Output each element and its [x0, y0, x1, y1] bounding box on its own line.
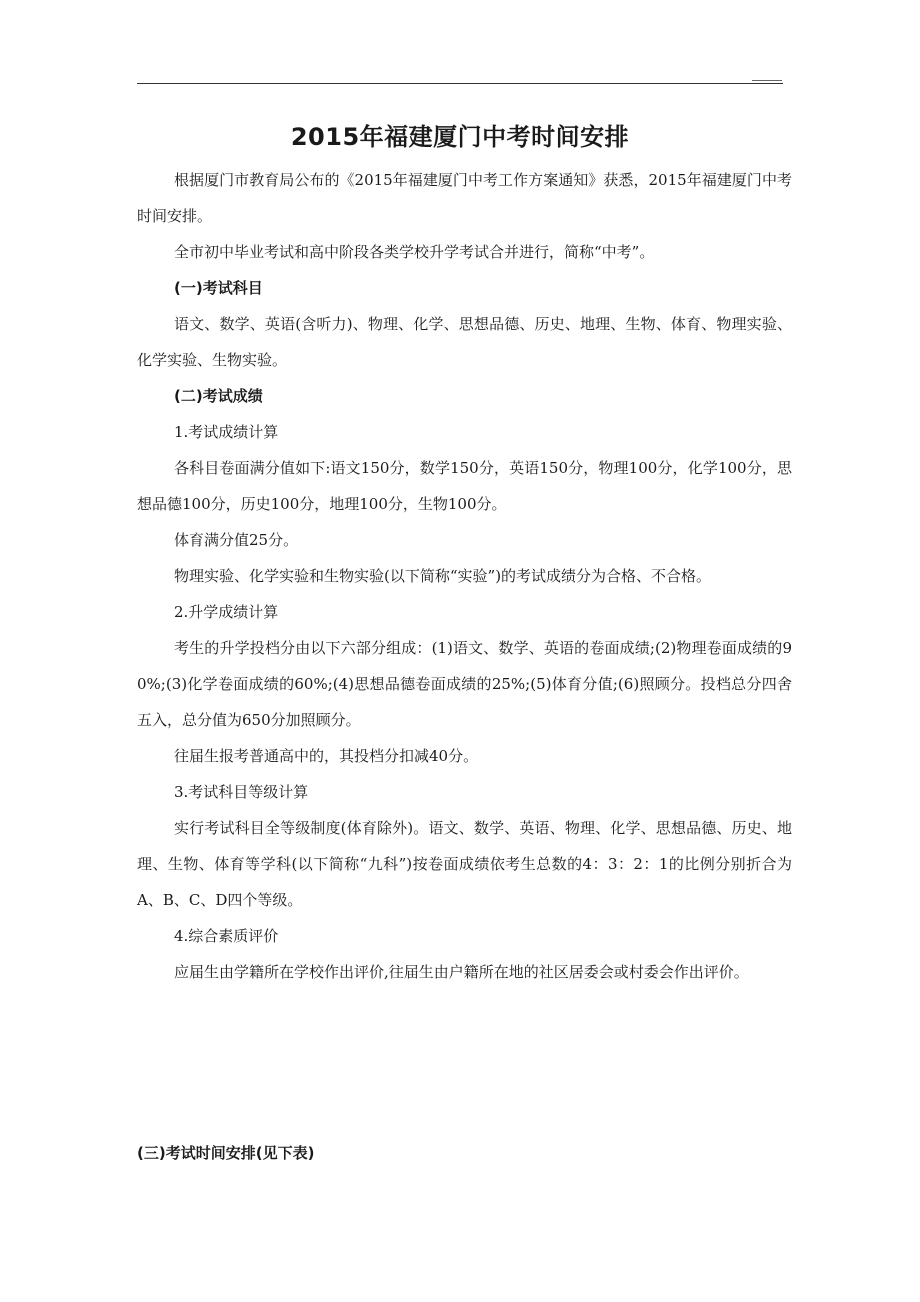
subsection-heading-evaluation: 4.综合素质评价	[174, 927, 279, 945]
intro-paragraph-2: 全市初中毕业考试和高中阶段各类学校升学考试合并进行，简称“中考”。	[174, 243, 655, 261]
admission-score-paragraph: 考生的升学投档分由以下六部分组成：(1)语文、数学、英语的卷面成绩;(2)物理卷面成绩的90%;(3)化学卷面成绩的60%;(4)思想品德卷面成绩的25%;(5)体育分值;(6)照顾分。投档总分四舍五入，总分值为650分加照顾分。	[137, 639, 792, 729]
grade-system-paragraph: 实行考试科目全等级制度(体育除外)。语文、数学、英语、物理、化学、思想品德、历史、地理、生物、体育等学科(以下简称“九科”)按卷面成绩依考生总数的4：3：2：1的比例分别折合为A、B、C、D四个等级。	[137, 819, 792, 909]
section-heading-schedule: (三)考试时间安排(见下表)	[137, 1144, 315, 1162]
evaluation-paragraph: 应届生由学籍所在学校作出评价,往届生由户籍所在地的社区居委会或村委会作出评价。	[174, 963, 749, 981]
lab-score-paragraph: 物理实验、化学实验和生物实验(以下简称“实验”)的考试成绩分为合格、不合格。	[174, 567, 712, 585]
pe-score-paragraph: 体育满分值25分。	[174, 531, 299, 549]
subjects-paragraph: 语文、数学、英语(含听力)、物理、化学、思想品德、历史、地理、生物、体育、物理实验、化学实验、生物实验。	[137, 315, 792, 369]
intro-paragraph: 根据厦门市教育局公布的《2015年福建厦门中考工作方案通知》获悉，2015年福建厦门中考时间安排。	[137, 171, 792, 225]
subsection-heading-score-calc: 1.考试成绩计算	[174, 423, 279, 441]
score-values-paragraph: 各科目卷面满分值如下:语文150分，数学150分，英语150分，物理100分，化学100分，思想品德100分，历史100分，地理100分，生物100分。	[137, 459, 792, 513]
subsection-heading-admission-calc: 2.升学成绩计算	[174, 603, 279, 621]
header-rule-mark	[752, 80, 782, 81]
page-title: 2015年福建厦门中考时间安排	[290, 123, 630, 151]
header-rule	[137, 83, 783, 84]
subsection-heading-grade-calc: 3.考试科目等级计算	[174, 783, 309, 801]
deduction-paragraph: 往届生报考普通高中的，其投档分扣减40分。	[174, 747, 479, 765]
section-heading-subjects: (一)考试科目	[174, 279, 263, 297]
section-heading-scores: (二)考试成绩	[174, 387, 263, 405]
